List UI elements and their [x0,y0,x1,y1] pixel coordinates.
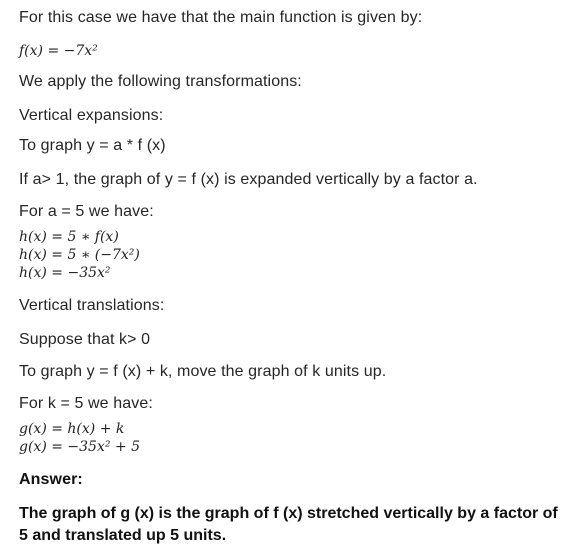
h-equation-2: h(x) = 5 ∗ (−7x²) [19,247,140,263]
apply-transformations-text: We apply the following transformations: [19,73,302,90]
graph-af-text: To graph y = a * f (x) [19,137,166,154]
vertical-translations-heading: Vertical translations: [19,297,165,314]
g-equation-1: g(x) = h(x) + k [19,421,125,437]
suppose-k-text: Suppose that k> 0 [19,331,151,348]
answer-text: The graph of g (x) is the graph of f (x) stretched vertically by a factor of 5 and translated up 5 units. [19,505,558,544]
intro-text: For this case we have that the main function is given by: [19,9,423,26]
vertical-expansions-heading: Vertical expansions: [19,107,164,124]
f-definition-equation: f(x) = −7x² [19,43,98,59]
for-a-text: For a = 5 we have: [19,203,154,220]
expansion-rule-text: If a> 1, the graph of y = f (x) is expanded vertically by a factor a. [19,171,478,188]
translation-rule-text: To graph y = f (x) + k, move the graph of k units up. [19,363,387,380]
for-k-text: For k = 5 we have: [19,395,153,412]
g-equation-2: g(x) = −35x² + 5 [19,439,141,455]
h-equation-3: h(x) = −35x² [19,265,111,281]
answer-label: Answer: [19,471,83,488]
h-equation-1: h(x) = 5 ∗ f(x) [19,229,119,245]
